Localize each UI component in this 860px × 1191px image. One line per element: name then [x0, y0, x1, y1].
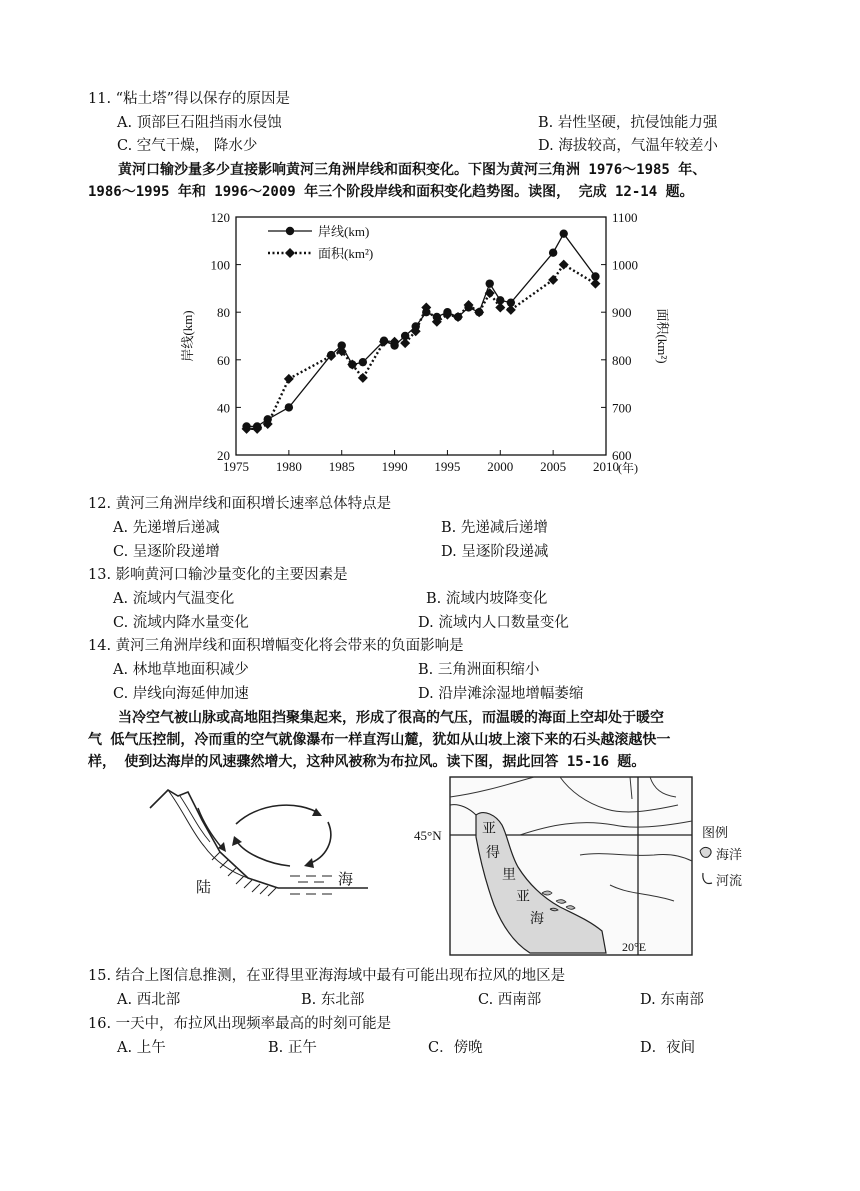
arrowhead-right-icon: [304, 858, 314, 868]
q14-option-d: D. 沿岸滩涂湿地增幅萎缩: [418, 686, 584, 702]
y-right-tick-label: 1100: [612, 210, 638, 225]
area-point: [284, 374, 294, 384]
q12-option-c: C. 呈逐阶段递增: [113, 544, 220, 560]
q13-stem: 13. 影响黄河口输沙量变化的主要因素是: [88, 567, 348, 583]
shoreline-point: [486, 279, 494, 287]
y-right-tick-label: 700: [612, 400, 632, 416]
sea-name-char-1: 亚: [482, 822, 496, 837]
legend-label: 面积(km²): [318, 246, 374, 261]
adriatic-map: [410, 775, 780, 960]
y-right-tick-label: 1000: [612, 257, 638, 273]
area-point: [559, 260, 569, 270]
q13-option-c: C. 流域内降水量变化: [113, 615, 249, 631]
q12-option-b: B. 先递减后递增: [441, 520, 548, 536]
legend-river-icon: [703, 873, 712, 884]
legend-sea-label: 海洋: [716, 847, 743, 862]
y-right-tick-label: 600: [612, 448, 632, 463]
q14-stem: 14. 黄河三角洲岸线和面积增幅变化将会带来的负面影响是: [88, 638, 464, 654]
q15-option-a: A. 西北部: [117, 992, 181, 1008]
y-right-tick-label: 900: [612, 305, 632, 321]
legend-river-label: 河流: [716, 873, 743, 888]
q11-option-b: B. 岩性坚硬，抗侵蚀能力强: [538, 115, 718, 131]
q15-option-c: C. 西南部: [478, 992, 542, 1008]
x-tick-label: 1980: [275, 459, 302, 474]
sea-name-char-3: 里: [502, 868, 516, 883]
q12-option-d: D. 呈逐阶段递减: [441, 544, 549, 560]
q13-option-a: A. 流域内气温变化: [113, 591, 235, 607]
q11-stem: 11. “粘土塔”得以保存的原因是: [88, 91, 290, 107]
q15-option-b: B. 东北部: [301, 992, 365, 1008]
mountain-outline: [150, 790, 278, 888]
mountain-inner-ridge: [168, 790, 248, 878]
passage2-line3: 样， 使到达海岸的风速骤然增大，这种风被称为布拉风。读下图，据此回答 15-16 题。: [88, 754, 646, 770]
passage1-line2: 1986～1995 年和 1996～2009 年三个阶段岸线和面积变化趋势图。读图， 完成 12-14 题。: [88, 184, 694, 200]
q16-option-d: D．夜间: [640, 1040, 696, 1056]
passage1-line1: 黄河口输沙量多少直接影响黄河三角洲岸线和面积变化。下图为黄河三角洲 1976～1985 年、: [118, 162, 707, 178]
sea-name-char-4: 亚: [516, 890, 530, 905]
q16-option-a: A. 上午: [117, 1040, 166, 1056]
sea-label: 海: [338, 872, 354, 888]
mountain-ridge-2: [180, 796, 210, 842]
y-right-tick-label: 800: [612, 352, 632, 368]
y-left-tick-label: 40: [217, 400, 230, 416]
circulation-arrow-right: [308, 822, 331, 864]
legend-label: 岸线(km): [318, 224, 370, 239]
longitude-label: 20°E: [622, 940, 647, 954]
legend-title: 图例: [702, 825, 729, 840]
passage2-line1: 当冷空气被山脉或高地阻挡聚集起来，形成了很高的气压，而温暖的海面上空却处于暖空: [118, 710, 664, 726]
x-axis-label: (年): [618, 461, 638, 475]
area-point: [474, 307, 484, 317]
q11-option-a: A. 顶部巨石阻挡雨水侵蚀: [117, 115, 282, 131]
sea-dashes: [290, 876, 332, 894]
arrowhead-top-icon: [312, 808, 322, 816]
x-tick-label: 1995: [434, 459, 461, 474]
shoreline-point: [549, 249, 557, 257]
shoreline-area-chart: [170, 205, 670, 490]
circulation-arrow-top: [236, 805, 320, 824]
x-tick-label: 2010: [593, 459, 619, 474]
shoreline-point: [560, 229, 568, 237]
q14-option-b: B. 三角洲面积缩小: [418, 662, 540, 678]
x-tick-label: 1985: [328, 459, 355, 474]
area-point: [590, 279, 600, 289]
y-left-tick-label: 20: [217, 448, 230, 463]
x-tick-label: 1990: [381, 459, 408, 474]
area-series-line: [247, 265, 596, 429]
q15-stem: 15. 结合上图信息推测，在亚得里亚海海域中最有可能出现布拉风的地区是: [88, 968, 566, 984]
q16-stem: 16. 一天中，布拉风出现频率最高的时刻可能是: [88, 1016, 392, 1032]
sea-name-char-2: 得: [486, 846, 500, 861]
shoreline-point: [285, 403, 293, 411]
q14-option-c: C. 岸线向海延伸加速: [113, 686, 249, 702]
y-left-tick-label: 100: [210, 257, 230, 273]
y-left-tick-label: 80: [217, 305, 230, 321]
x-tick-label: 2000: [487, 459, 514, 474]
passage2-line2: 气 低气压控制，冷而重的空气就像瀑布一样直泻山麓，犹如从山坡上滚下来的石头越滚越快一: [88, 732, 671, 748]
q16-option-b: B. 正午: [268, 1040, 317, 1056]
bora-wind-diagram: [140, 780, 380, 920]
y-left-tick-label: 60: [217, 352, 230, 368]
area-point: [358, 373, 368, 383]
legend-circle-icon: [286, 227, 294, 235]
q16-option-c: C．傍晚: [428, 1040, 483, 1056]
sea-name-char-5: 海: [530, 912, 544, 927]
shoreline-point: [359, 358, 367, 366]
legend-diamond-icon: [285, 248, 295, 258]
y-left-axis-label: 岸线(km): [180, 310, 195, 362]
q11-option-d: D. 海拔较高，气温年较差小: [538, 138, 718, 154]
y-left-tick-label: 120: [210, 210, 230, 225]
y-right-axis-label: 面积(km²): [655, 308, 670, 364]
legend-sea-icon: [700, 847, 711, 857]
q13-option-b: B. 流域内坡降变化: [426, 591, 548, 607]
q13-option-d: D. 流域内人口数量变化: [418, 615, 569, 631]
q12-option-a: A. 先递增后递减: [113, 520, 220, 536]
arrowhead-bottom-icon: [232, 836, 242, 846]
q14-option-a: A. 林地草地面积减少: [113, 662, 249, 678]
q12-stem: 12. 黄河三角洲岸线和面积增长速率总体特点是: [88, 496, 392, 512]
x-tick-label: 1975: [223, 459, 249, 474]
shoreline-series-line: [247, 234, 596, 427]
latitude-label: 45°N: [414, 828, 442, 843]
circulation-arrow-bottom: [236, 840, 290, 866]
land-label: 陆: [196, 880, 212, 896]
q15-option-d: D. 东南部: [640, 992, 704, 1008]
x-tick-label: 2005: [540, 459, 567, 474]
q11-option-c: C. 空气干燥， 降水少: [117, 138, 258, 154]
